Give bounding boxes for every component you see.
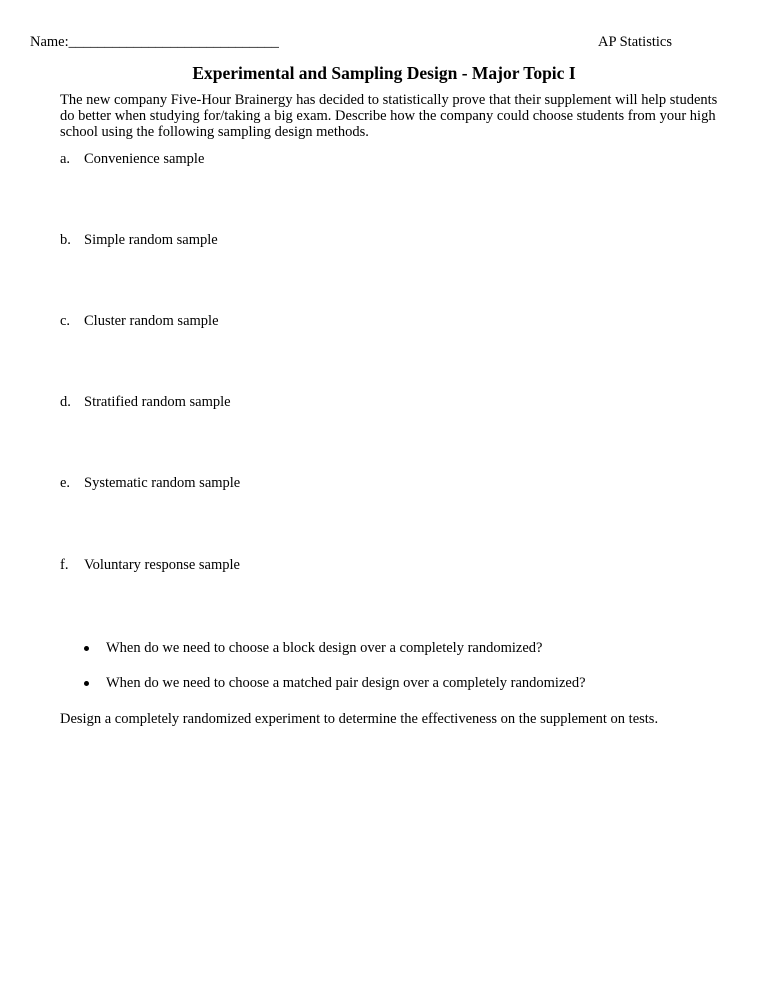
sampling-item-cluster-random xyxy=(60,313,219,329)
intro-paragraph: The new company Five-Hour Brainergy has decided to statistically prove that their supplement will help students do better when studying for/taking a big exam. Describe how the company could choose students from your high school using the following sampling design methods. xyxy=(60,92,718,141)
sampling-item-voluntary-response xyxy=(60,557,240,573)
item-label: Simple random sample xyxy=(84,232,218,248)
item-label: Voluntary response sample xyxy=(84,557,240,573)
sampling-item-stratified-random xyxy=(60,394,231,410)
bullet-icon xyxy=(84,681,89,686)
item-label: Systematic random sample xyxy=(84,475,241,491)
experiment-design-prompt: Design a completely randomized experiment to determine the effectiveness on the supplement on tests. xyxy=(60,711,659,727)
page-title: Experimental and Sampling Design - Major Topic I xyxy=(192,63,576,83)
item-letter: c. xyxy=(60,313,71,329)
question-text: When do we need to choose a matched pair design over a completely randomized? xyxy=(106,675,586,691)
question-text: When do we need to choose a block design over a completely randomized? xyxy=(106,640,543,656)
item-label: Convenience sample xyxy=(84,151,205,167)
name-field-label: Name:_____________________________ xyxy=(30,34,279,50)
course-name: AP Statistics xyxy=(598,34,672,50)
item-label: Cluster random sample xyxy=(84,313,219,329)
sampling-item-convenience xyxy=(60,151,204,167)
item-letter: e. xyxy=(60,475,71,491)
item-letter: f. xyxy=(60,557,69,573)
sampling-item-systematic-random xyxy=(60,475,240,491)
item-label: Stratified random sample xyxy=(84,394,231,410)
bullet-icon xyxy=(84,646,89,651)
item-letter: d. xyxy=(60,394,71,410)
item-letter: b. xyxy=(60,232,71,248)
sampling-item-simple-random xyxy=(60,232,218,248)
item-letter: a. xyxy=(60,151,71,167)
